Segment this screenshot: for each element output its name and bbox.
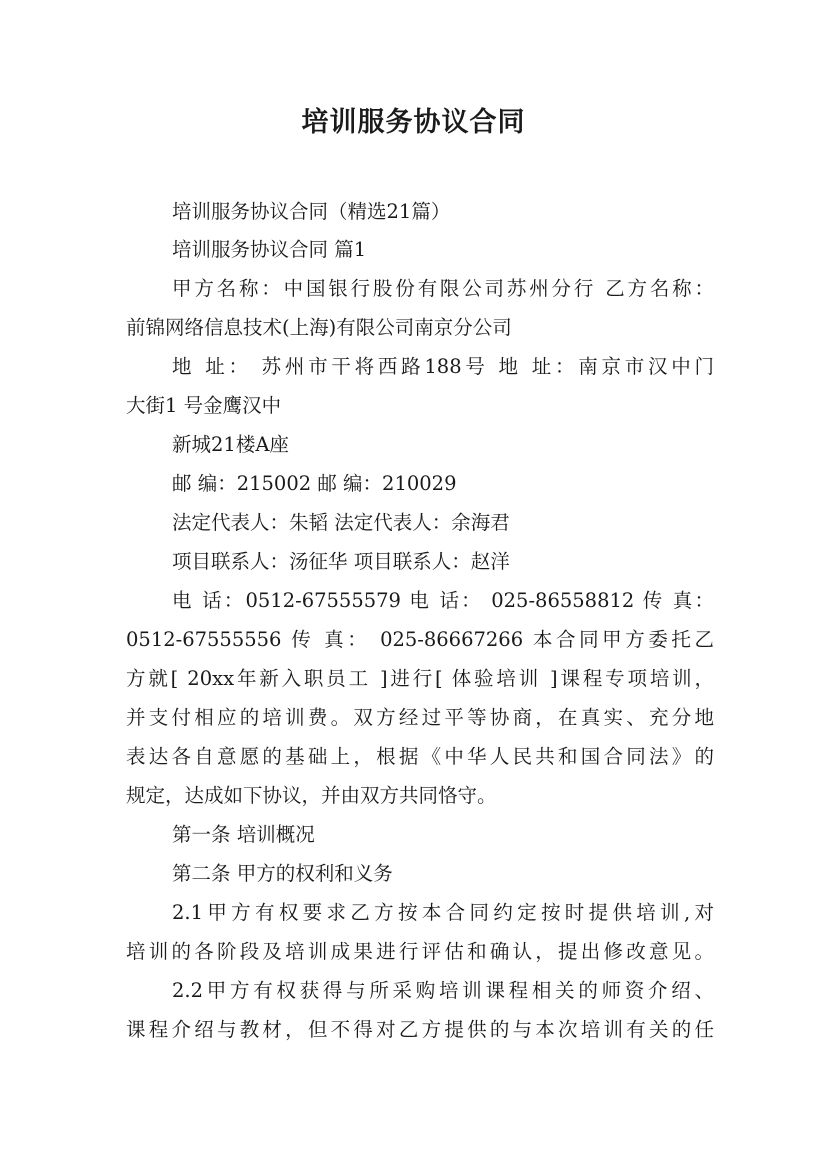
clause-line: 2.2甲方有权获得与所采购培训课程相关的师资介绍、 bbox=[172, 979, 714, 1002]
fax-line: 0512-67555556 传 真： 025-86667266 本合同甲方委托乙 bbox=[126, 628, 714, 651]
section-heading: 培训服务协议合同 篇1 bbox=[172, 238, 367, 261]
address-continued-line: 大街1 号金鹰汉中 bbox=[126, 394, 282, 417]
address-line: 地 址： 苏州市干将西路188号 地 址：南京市汉中门 bbox=[172, 355, 714, 378]
project-contact-line: 项目联系人：汤征华 项目联系人：赵洋 bbox=[172, 550, 510, 573]
paragraph-line: 规定，达成如下协议，并由双方共同恪守。 bbox=[126, 784, 497, 807]
paragraph-line: 表达各自意愿的基础上，根据《中华人民共和国合同法》的 bbox=[126, 745, 714, 768]
article-heading: 第二条 甲方的权利和义务 bbox=[172, 862, 393, 885]
party-b-name-line: 前锦网络信息技术(上海)有限公司南京分公司 bbox=[126, 316, 512, 339]
clause-line: 课程介绍与教材，但不得对乙方提供的与本次培训有关的任 bbox=[126, 1018, 714, 1041]
paragraph-line: 并支付相应的培训费。双方经过平等协商，在真实、充分地 bbox=[126, 706, 714, 729]
party-names-line: 甲方名称：中国银行股份有限公司苏州分行 乙方名称： bbox=[172, 277, 714, 300]
phone-line: 电 话：0512-67555579 电 话： 025-86558812 传 真： bbox=[172, 589, 714, 612]
subtitle-line: 培训服务协议合同（精选21篇） bbox=[172, 200, 451, 223]
paragraph-line: 方就[ 20xx年新入职员工 ]进行[ 体验培训 ]课程专项培训， bbox=[126, 667, 714, 690]
clause-line: 2.1甲方有权要求乙方按本合同约定按时提供培训,对 bbox=[172, 901, 714, 924]
postal-code-line: 邮 编：215002 邮 编：210029 bbox=[172, 472, 457, 495]
document-title: 培训服务协议合同 bbox=[301, 107, 526, 138]
address-building-line: 新城21楼A座 bbox=[172, 433, 289, 456]
clause-line: 培训的各阶段及培训成果进行评估和确认，提出修改意见。 bbox=[126, 940, 714, 963]
legal-representative-line: 法定代表人：朱韬 法定代表人：余海君 bbox=[172, 511, 510, 534]
article-heading: 第一条 培训概况 bbox=[172, 823, 315, 846]
